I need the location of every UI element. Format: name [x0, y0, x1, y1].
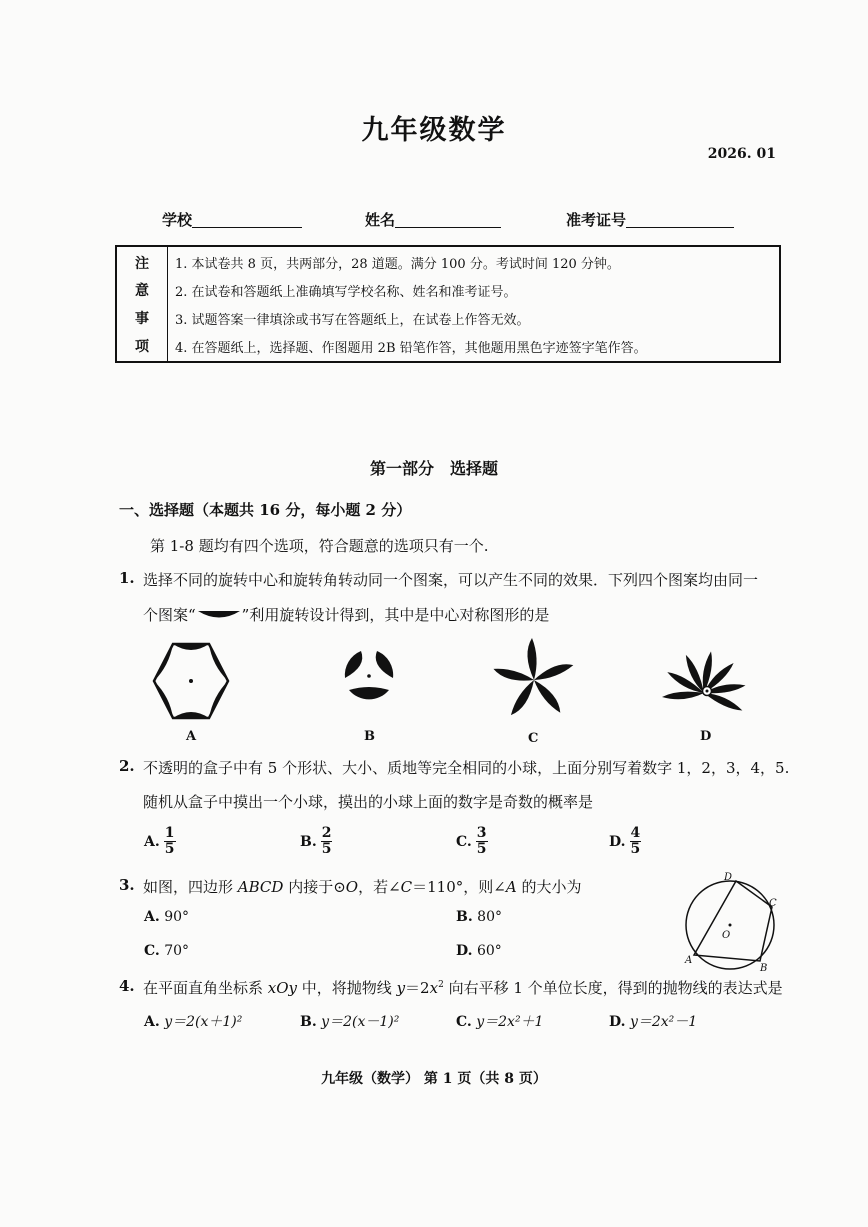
q3-fig-label-d: D [724, 872, 733, 883]
fraction [164, 826, 176, 857]
q3-angle-a: A [505, 878, 517, 896]
q1-text-line1: 选择不同的旋转中心和旋转角转动同一个图案，可以产生不同的效果．下列四个图案均由同一 [143, 571, 759, 589]
section-title: 第一部分 选择题 [369, 459, 498, 478]
option-expression: y＝2(x＋1)² [164, 1014, 243, 1030]
denominator: 5 [630, 841, 641, 857]
option-key: B. [300, 834, 317, 850]
q4-text [143, 977, 783, 998]
exam-number-label: 准考证号 [566, 211, 627, 229]
q4-text-part: 向右平移 1 个单位长度，得到的抛物线的表达式是 [443, 979, 783, 997]
section-intro: 第 1-8 题均有四个选项，符合题意的选项只有一个. [150, 537, 489, 555]
q2-option-d[interactable] [609, 826, 641, 857]
section-heading: 一、选择题（本题共 16 分，每小题 2 分） [119, 501, 412, 519]
q3-fig-label-a: A [685, 955, 693, 966]
figure-d-fan-icon [656, 647, 752, 713]
q3-quad-name: ABCD [237, 878, 284, 896]
denominator: 5 [321, 841, 332, 857]
numerator: 4 [630, 825, 641, 841]
figure-a-label: A [186, 729, 197, 744]
page-footer: 九年级（数学） 第 1 页（共 8 页） [321, 1071, 547, 1087]
q3-fig-label-o: O [722, 930, 731, 941]
option-key: C. [144, 943, 160, 959]
q3-option-c[interactable] [144, 943, 189, 959]
option-value: 70° [164, 943, 190, 959]
notice-item: 2. 在试卷和答题纸上准确填写学校名称、姓名和准考证号。 [175, 285, 517, 300]
fraction [321, 826, 333, 857]
option-key: A. [144, 909, 160, 925]
q4-text-part: 中，将抛物线 [297, 979, 397, 997]
figure-b-label: B [364, 729, 375, 744]
notice-box [115, 245, 781, 363]
option-key: D. [609, 1014, 626, 1030]
q1-line2-end: ”利用旋转设计得到，其中是中心对称图形的是 [241, 606, 550, 624]
fraction [630, 826, 642, 857]
q3-option-a[interactable] [144, 909, 189, 925]
q4-var-y: y [396, 979, 406, 997]
q4-option-c[interactable] [456, 1011, 543, 1031]
page-title: 九年级数学 [361, 115, 507, 146]
q2-number: 2. [119, 757, 135, 775]
numerator: 2 [321, 825, 332, 841]
notice-item: 1. 本试卷共 8 页，共两部分，28 道题。满分 100 分。考试时间 120 分钟。 [175, 257, 620, 272]
q1-line2-start: 个图案“ [143, 606, 196, 624]
q2-option-a[interactable] [144, 826, 176, 857]
exam-number-input-line[interactable] [626, 211, 734, 228]
crescent-pattern-icon [196, 608, 242, 622]
denominator: 5 [164, 841, 175, 857]
q4-option-b[interactable] [300, 1011, 399, 1031]
school-input-line[interactable] [192, 211, 302, 228]
notice-item: 3. 试题答案一律填涂或书写在答题纸上，在试卷上作答无效。 [175, 313, 530, 328]
q3-circle-figure [676, 870, 786, 976]
figure-a-hexagon-icon [148, 640, 234, 722]
name-field [365, 209, 501, 230]
q4-exponent: 2 [438, 980, 444, 990]
name-input-line[interactable] [395, 211, 501, 228]
option-expression: y＝2x²－1 [629, 1014, 698, 1030]
q2-option-b[interactable] [300, 826, 332, 857]
option-value: 90° [164, 909, 190, 925]
q4-option-d[interactable] [609, 1011, 697, 1031]
q1-text-line2 [143, 604, 549, 625]
numerator: 1 [164, 825, 175, 841]
q3-option-d[interactable] [456, 943, 502, 959]
q4-text-part: ＝2 [405, 979, 430, 997]
option-key: B. [456, 909, 473, 925]
figure-c-label: C [528, 731, 539, 746]
option-value: 60° [476, 943, 502, 959]
numerator: 3 [476, 825, 487, 841]
q4-coord-system: xOy [267, 979, 298, 997]
option-value: 80° [477, 909, 502, 925]
q3-number: 3. [119, 876, 135, 894]
notice-label-char: 注 [135, 256, 149, 272]
option-key: A. [144, 834, 160, 850]
option-key: A. [144, 1014, 160, 1030]
school-label: 学校 [162, 211, 193, 229]
q3-text [143, 876, 581, 897]
q2-option-c[interactable] [456, 826, 488, 857]
denominator: 5 [476, 841, 487, 857]
q4-text-part: 在平面直角坐标系 [143, 979, 268, 997]
option-key: B. [300, 1014, 317, 1030]
fraction [476, 826, 488, 857]
q3-text-part: 的大小为 [516, 878, 582, 896]
q3-text-part: 内接于⊙ [283, 878, 346, 896]
notice-item: 4. 在答题纸上，选择题、作图题用 2B 铅笔作答，其他题用黑色字迹签字笔作答。 [175, 341, 647, 356]
q3-text-part: 如图，四边形 [143, 878, 238, 896]
q4-number: 4. [119, 977, 135, 995]
exam-date: 2026. 01 [707, 146, 776, 162]
option-expression: y＝2(x－1)² [321, 1014, 400, 1030]
q3-fig-label-c: C [769, 898, 777, 909]
name-label: 姓名 [365, 211, 396, 229]
q2-text-line2: 随机从盒子中摸出一个小球，摸出的小球上面的数字是奇数的概率是 [143, 793, 594, 811]
q4-var-x: x [429, 979, 439, 997]
q3-angle-c: C [400, 878, 413, 896]
q3-option-b[interactable] [456, 909, 502, 925]
option-key: D. [609, 834, 626, 850]
figure-d-label: D [700, 729, 712, 744]
notice-label-char: 意 [135, 283, 149, 299]
notice-label-column [117, 247, 168, 361]
q3-text-part: ，若∠ [358, 878, 401, 896]
q2-text-line1: 不透明的盒子中有 5 个形状、大小、质地等完全相同的小球，上面分别写着数字 1，2，3，4，5. [143, 759, 790, 777]
figure-b-triangle-icon [337, 644, 401, 708]
option-expression: y＝2x²＋1 [476, 1014, 544, 1030]
school-field [162, 209, 302, 230]
q4-option-a[interactable] [144, 1011, 242, 1031]
q1-number: 1. [119, 569, 135, 587]
q3-circle-name: O [345, 878, 359, 896]
option-key: C. [456, 1014, 472, 1030]
notice-label-char: 项 [135, 339, 149, 355]
figure-c-pinwheel-icon [489, 637, 579, 723]
notice-label-char: 事 [135, 311, 149, 327]
exam-number-field [566, 209, 734, 230]
option-key: C. [456, 834, 472, 850]
q3-text-part: ＝110°，则∠ [412, 878, 506, 896]
option-key: D. [456, 943, 473, 959]
q3-fig-label-b: B [760, 963, 768, 974]
